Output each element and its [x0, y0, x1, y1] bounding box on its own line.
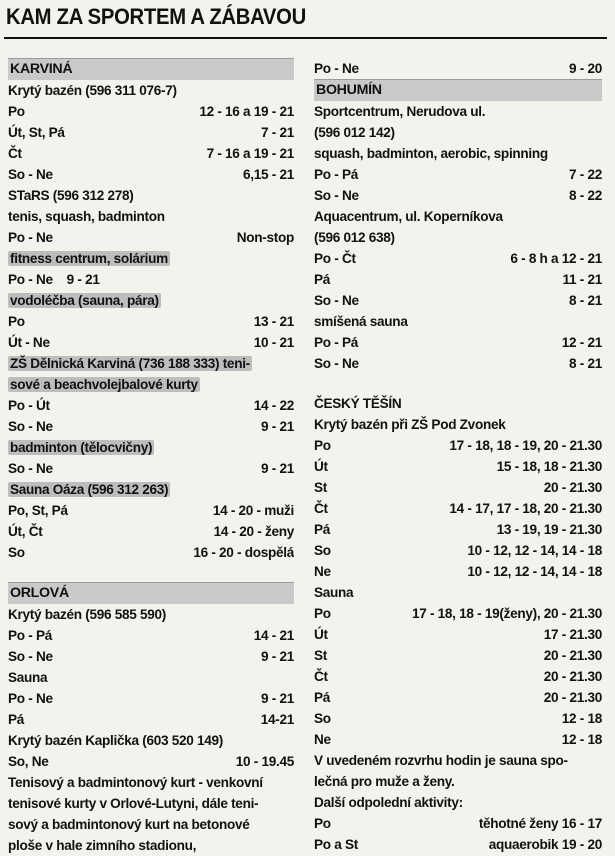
schedule-hours: 17 - 21.30: [543, 627, 602, 642]
city-section-header: BOHUMÍN: [314, 79, 602, 101]
schedule-hours: 20 - 21.30: [543, 480, 602, 495]
schedule-hours: 20 - 21.30: [543, 648, 602, 663]
schedule-hours: 10 - 21: [253, 335, 294, 350]
text-line: [314, 227, 602, 248]
schedule-days: So - Ne: [8, 167, 53, 182]
facility-heading: [8, 353, 294, 374]
schedule-days: Út, St, Pá: [8, 125, 65, 140]
line-text: sový a badmintonový kurt na betonové: [8, 817, 250, 832]
line-text: sové a beachvolejbalové kurty: [10, 377, 198, 392]
schedule-hours: 10 - 12, 12 - 14, 14 - 18: [467, 564, 602, 579]
line-text: (596 012 142): [314, 125, 395, 140]
text-line: [314, 582, 602, 603]
right-column: [314, 58, 602, 855]
schedule-row: [8, 332, 294, 353]
schedule-days: So: [314, 543, 331, 558]
schedule-row: [314, 477, 602, 498]
schedule-row: [314, 248, 602, 269]
schedule-hours: aquaerobik 19 - 20: [488, 837, 602, 852]
text-line: [314, 122, 602, 143]
schedule-row: [8, 458, 294, 479]
text-line: [8, 206, 294, 227]
schedule-hours: 7 - 22: [569, 167, 602, 182]
line-text: lečná pro muže a ženy.: [314, 774, 455, 789]
schedule-row: [314, 290, 602, 311]
facility-heading: [8, 248, 294, 269]
schedule-row: [8, 143, 294, 164]
schedule-days: Po: [314, 816, 331, 831]
schedule-days: So - Ne: [314, 356, 359, 371]
line-text: vodoléčba (sauna, pára): [10, 293, 159, 308]
schedule-hours: 9 - 21: [261, 419, 294, 434]
line-text: Po - Ne 9 - 21: [8, 272, 100, 287]
schedule-days: Po - Čt: [314, 251, 356, 266]
schedule-hours: 14 - 20 - muži: [212, 503, 294, 518]
schedule-row: [8, 227, 294, 248]
schedule-days: Pá: [314, 272, 331, 287]
city-section-header: ORLOVÁ: [8, 582, 294, 604]
schedule-row: [314, 435, 602, 456]
schedule-days: Po: [314, 606, 331, 621]
schedule-row: [314, 645, 602, 666]
schedule-row: [314, 353, 602, 374]
schedule-hours: Non-stop: [236, 230, 294, 245]
schedule-row: [8, 709, 294, 730]
text-line: [314, 101, 602, 122]
line-text: ZŠ Dělnická Karviná (736 188 333) teni-: [10, 356, 250, 371]
schedule-hours: 10 - 19.45: [235, 754, 294, 769]
schedule-row: [314, 561, 602, 582]
schedule-row: [8, 122, 294, 143]
schedule-row: [314, 708, 602, 729]
schedule-days: So - Ne: [314, 188, 359, 203]
schedule-hours: 7 - 16 a 19 - 21: [206, 146, 294, 161]
schedule-row: [8, 646, 294, 667]
schedule-row: [314, 332, 602, 353]
schedule-days: Pá: [314, 522, 331, 537]
line-text: tenisové kurty v Orlové-Lutyni, dále teni-: [8, 796, 259, 811]
schedule-row: [8, 751, 294, 772]
schedule-hours: těhotné ženy 16 - 17: [478, 816, 602, 831]
schedule-days: Čt: [314, 501, 328, 516]
schedule-days: Po - Ne: [8, 230, 53, 245]
schedule-hours: 12 - 18: [561, 732, 602, 747]
schedule-hours: 11 - 21: [562, 272, 602, 287]
schedule-row: [314, 269, 602, 290]
schedule-days: So: [8, 545, 25, 560]
text-line: [314, 750, 602, 771]
line-text: Krytý bazén (596 585 590): [8, 607, 166, 622]
schedule-days: Po - Út: [8, 398, 50, 413]
line-text: (596 012 638): [314, 230, 395, 245]
schedule-days: Út: [314, 459, 328, 474]
section-spacer: [314, 374, 602, 393]
text-line: [8, 730, 294, 751]
schedule-days: Ne: [314, 732, 331, 747]
schedule-row: [8, 521, 294, 542]
schedule-hours: 14 - 21: [253, 628, 294, 643]
schedule-days: So - Ne: [8, 419, 53, 434]
schedule-row: [314, 456, 602, 477]
schedule-days: St: [314, 480, 327, 495]
schedule-days: Po - Pá: [314, 335, 358, 350]
text-line: [314, 206, 602, 227]
schedule-days: Po - Pá: [314, 167, 358, 182]
line-text: Tenisový a badmintonový kurt - venkovní: [8, 775, 263, 790]
text-line: [8, 604, 294, 625]
line-text: ČESKÝ TĚŠÍN: [314, 396, 402, 411]
schedule-days: St: [314, 648, 327, 663]
schedule-days: So - Ne: [314, 293, 359, 308]
schedule-row: [314, 729, 602, 750]
line-text: STaRS (596 312 278): [8, 188, 134, 203]
schedule-hours: 14-21: [260, 712, 294, 727]
schedule-days: Po - Ne: [314, 61, 359, 76]
schedule-days: Čt: [314, 669, 328, 684]
schedule-row: [314, 666, 602, 687]
schedule-row: [314, 540, 602, 561]
schedule-row: [8, 311, 294, 332]
line-text: badminton (tělocvičny): [10, 440, 153, 455]
schedule-row: [8, 500, 294, 521]
schedule-hours: 17 - 18, 18 - 19, 20 - 21.30: [449, 438, 602, 453]
text-line: [314, 792, 602, 813]
schedule-hours: 8 - 22: [569, 188, 602, 203]
schedule-days: Út: [314, 627, 328, 642]
page-title: KAM ZA SPORTEM A ZÁBAVOU: [6, 4, 306, 29]
facility-heading: [8, 479, 294, 500]
schedule-days: Po: [8, 104, 25, 119]
facility-heading: [8, 290, 294, 311]
line-text: ploše v hale zimního stadionu,: [8, 838, 197, 853]
schedule-hours: 6,15 - 21: [243, 167, 294, 182]
schedule-hours: 17 - 18, 18 - 19(ženy), 20 - 21.30: [411, 606, 602, 621]
schedule-row: [314, 813, 602, 834]
schedule-hours: 9 - 21: [261, 649, 294, 664]
text-line: [314, 311, 602, 332]
schedule-row: [314, 687, 602, 708]
schedule-days: Po - Ne: [8, 691, 53, 706]
schedule-hours: 13 - 21: [253, 314, 294, 329]
line-text: Aquacentrum, ul. Koperníkova: [314, 209, 503, 224]
line-text: squash, badminton, aerobic, spinning: [314, 146, 548, 161]
schedule-row: [314, 164, 602, 185]
line-text: Sauna: [314, 585, 354, 600]
schedule-days: Pá: [314, 690, 331, 705]
text-line: [314, 143, 602, 164]
schedule-days: Ne: [314, 564, 331, 579]
line-text: tenis, squash, badminton: [8, 209, 165, 224]
schedule-days: So - Ne: [8, 649, 53, 664]
schedule-hours: 12 - 18: [561, 711, 602, 726]
schedule-days: Út - Ne: [8, 335, 50, 350]
schedule-hours: 7 - 21: [261, 125, 294, 140]
line-text: smíšená sauna: [314, 314, 408, 329]
facility-heading: [8, 437, 294, 458]
text-line: [8, 793, 294, 814]
schedule-row: [314, 185, 602, 206]
text-line: [8, 667, 294, 688]
schedule-days: Po a St: [314, 837, 358, 852]
schedule-hours: 10 - 12, 12 - 14, 14 - 18: [467, 543, 602, 558]
schedule-row: [8, 625, 294, 646]
text-line: [314, 771, 602, 792]
schedule-days: Po - Pá: [8, 628, 52, 643]
schedule-days: Po, St, Pá: [8, 503, 68, 518]
schedule-hours: 15 - 18, 18 - 21.30: [496, 459, 602, 474]
schedule-row: [314, 624, 602, 645]
schedule-row: [314, 519, 602, 540]
schedule-hours: 14 - 22: [253, 398, 294, 413]
line-text: Krytý bazén Kaplička (603 520 149): [8, 733, 223, 748]
schedule-days: So, Ne: [8, 754, 49, 769]
text-line: [8, 814, 294, 835]
schedule-hours: 20 - 21.30: [543, 690, 602, 705]
title-divider: [4, 37, 607, 39]
schedule-hours: 16 - 20 - dospělá: [193, 545, 294, 560]
schedule-hours: 12 - 21: [561, 335, 602, 350]
schedule-hours: 9 - 21: [261, 691, 294, 706]
text-line: [8, 185, 294, 206]
schedule-row: [8, 164, 294, 185]
text-line: [8, 80, 294, 101]
schedule-days: Čt: [8, 146, 22, 161]
line-text: Sauna: [8, 670, 48, 685]
schedule-hours: 9 - 20: [569, 61, 602, 76]
line-text: Sportcentrum, Nerudova ul.: [314, 104, 486, 119]
line-text: fitness centrum, solárium: [10, 251, 168, 266]
text-line: [8, 269, 294, 290]
schedule-hours: 14 - 20 - ženy: [213, 524, 294, 539]
schedule-days: So - Ne: [8, 461, 53, 476]
schedule-days: Pá: [8, 712, 25, 727]
schedule-row: [8, 542, 294, 563]
schedule-hours: 12 - 16 a 19 - 21: [199, 104, 294, 119]
schedule-hours: 6 - 8 h a 12 - 21: [510, 251, 602, 266]
schedule-row: [314, 498, 602, 519]
schedule-days: So: [314, 711, 331, 726]
line-text: V uvedeném rozvrhu hodin je sauna spo-: [314, 753, 568, 768]
line-text: Sauna Oáza (596 312 263): [10, 482, 169, 497]
text-line: [8, 835, 294, 856]
schedule-hours: 14 - 17, 17 - 18, 20 - 21.30: [449, 501, 602, 516]
line-text: Krytý bazén při ZŠ Pod Zvonek: [314, 417, 506, 432]
schedule-row: [314, 603, 602, 624]
schedule-days: Út, Čt: [8, 524, 43, 539]
schedule-hours: 8 - 21: [569, 293, 602, 308]
schedule-row: [8, 416, 294, 437]
schedule-row: [8, 101, 294, 122]
section-spacer: [8, 563, 294, 582]
schedule-hours: 13 - 19, 19 - 21.30: [496, 522, 602, 537]
text-line: [314, 393, 602, 414]
schedule-row: [314, 834, 602, 855]
line-text: Další odpolední aktivity:: [314, 795, 463, 810]
city-section-header: KARVINÁ: [8, 58, 294, 80]
schedule-days: Po: [314, 438, 331, 453]
facility-heading: [8, 374, 294, 395]
schedule-hours: 8 - 21: [569, 356, 602, 371]
left-column: [8, 58, 294, 856]
schedule-hours: 20 - 21.30: [543, 669, 602, 684]
schedule-hours: 9 - 21: [261, 461, 294, 476]
schedule-row: [314, 58, 602, 79]
schedule-row: [8, 395, 294, 416]
schedule-row: [8, 688, 294, 709]
line-text: Krytý bazén (596 311 076-7): [8, 83, 177, 98]
schedule-days: Po: [8, 314, 25, 329]
text-line: [314, 414, 602, 435]
text-line: [8, 772, 294, 793]
